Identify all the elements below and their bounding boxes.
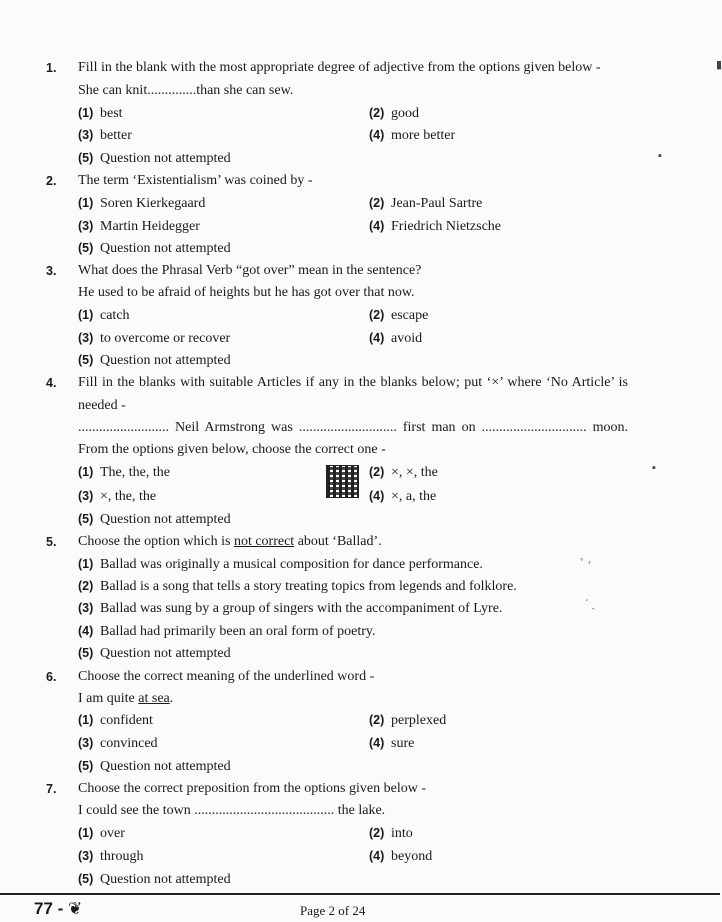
question-text: What does the Phrasal Verb “got over” mean in the sentence? [78,263,422,278]
question-number: 4. [46,376,57,390]
option-4: (4) more better [369,128,456,143]
option-2: (2) ×, ×, the [369,465,438,480]
option-5: (5) Question not attempted [78,759,231,774]
question-text: She can knit..............than she can sew. [78,83,294,98]
footer-code: 77 - ❦ [34,899,83,918]
underlined-phrase: not correct [233,534,295,549]
question-text: Choose the correct preposition from the options given below - [78,781,426,796]
option-2: (2) perplexed [369,713,447,728]
option-3: (3) Ballad was sung by a group of singers with the accompaniment of Lyre. [78,601,503,616]
option-1: (1) catch [78,308,130,323]
option-5: (5) Question not attempted [78,151,231,166]
option-4: (4) Friedrich Nietzsche [369,219,502,234]
option-4: (4) beyond [369,849,433,864]
option-1: (1) best [78,106,123,121]
option-4: (4) ×, a, the [369,489,437,504]
option-4: (4) sure [369,736,415,751]
option-1: (1) The, the, the [78,465,170,480]
option-4: (4) avoid [369,331,423,346]
option-3: (3) to overcome or recover [78,331,231,346]
question-number: 1. [46,61,57,75]
option-5: (5) Question not attempted [78,646,231,661]
option-2: (2) good [369,106,419,121]
question-text: Choose the option which is not correct about ‘Ballad’. [78,534,382,549]
question-number: 2. [46,174,57,188]
question-text: He used to be afraid of heights but he has got over that now. [78,285,415,300]
exam-page: 1. Fill in the blank with the most appropriate degree of adjective from the options given below - She can knit..............than she can sew. (1) best (2) good (3) better (4) more better (5) Question not attempted 2. The term ‘Existentialism’ was coined by - (1) Soren Kierkegaard (2) Jean-Paul Sartre (3) Martin Heidegger (4) Friedrich Nietzsche (5) Question not attempted 3. What does the Phrasal Verb “got over” mean in the sentence? He used to be afraid of heights but he has got over that now. (1) catch (2) escape (3) to overcome or recover (4) avoid (5) Question not attempted 4. Fill in the blanks with suitable Articles if any in the blanks below; put ‘×’ where ‘No Article’ is needed - .......................... Neil Armstrong was ............................ first man on .............................. moon. From the options given below, choose the correct one - (1) The, the, the (2) ×, ×, the (3) ×, the, the (4) ×, a, the (5) Question not attempted 5. Choose the option which is not correct about ‘Ballad’. (1) Ballad was originally a musical composition for dance performance. (2) Ballad is a song that tells a story treating topics from legends and folklore. (3) Ballad was sung by a group of singers with the accompaniment of Lyre. (4) Ballad had primarily been an oral form of poetry. (5) Question not attempted 6. Choose the correct meaning of the underlined word - I am quite at sea. (1) confident (2) perplexed (3) convinced (4) sure (5) Question not attempted 7. Choose the correct preposition from the options given below - I could see the town ........................................ the lake. (1) over (2) into (3) through (4) beyond (5) Question not attempted ▪ ▪ ﾟ ʳ ˊ ˎ ▮ 77 - ❦ Page 2 of 24 [0,0,720,922]
option-5: (5) Question not attempted [78,512,231,527]
question-text: From the options given below, choose the correct one - [78,442,386,457]
question-text: Choose the correct meaning of the underlined word - [78,669,375,684]
option-1: (1) over [78,826,125,841]
option-1: (1) Soren Kierkegaard [78,196,206,211]
underlined-word: at sea [138,691,170,706]
option-2: (2) Ballad is a song that tells a story treating topics from legends and folklore. [78,579,517,594]
question-text: The term ‘Existentialism’ was coined by - [78,173,313,188]
option-2: (2) escape [369,308,429,323]
footer-rule [0,893,720,895]
option-5: (5) Question not attempted [78,353,231,368]
qr-code-mark [327,466,358,497]
question-text: Fill in the blanks with suitable Articles if any in the blanks below; put ‘×’ where ‘No Article’ is [78,375,628,390]
option-2: (2) into [369,826,413,841]
question-text: I could see the town ........................................ the lake. [78,803,386,818]
option-3: (3) better [78,128,132,143]
question-text: I am quite at sea. [78,691,174,706]
option-5: (5) Question not attempted [78,241,231,256]
option-5: (5) Question not attempted [78,872,231,887]
option-3: (3) through [78,849,144,864]
question-number: 7. [46,782,57,796]
question-text: needed - [78,398,126,413]
question-number: 5. [46,535,57,549]
question-number: 6. [46,670,57,684]
option-3: (3) Martin Heidegger [78,219,200,234]
option-2: (2) Jean-Paul Sartre [369,196,483,211]
option-1: (1) Ballad was originally a musical composition for dance performance. [78,557,483,572]
fill-blank-sentence: .......................... Neil Armstrong was ............................ first man on .............................. moon. [78,420,628,435]
question-text: Fill in the blank with the most appropriate degree of adjective from the options given below - [78,60,601,75]
option-1: (1) confident [78,713,153,728]
question-number: 3. [46,264,57,278]
option-4: (4) Ballad had primarily been an oral form of poetry. [78,624,376,639]
page-number: Page 2 of 24 [300,903,366,918]
option-3: (3) convinced [78,736,158,751]
option-3: (3) ×, the, the [78,489,157,504]
